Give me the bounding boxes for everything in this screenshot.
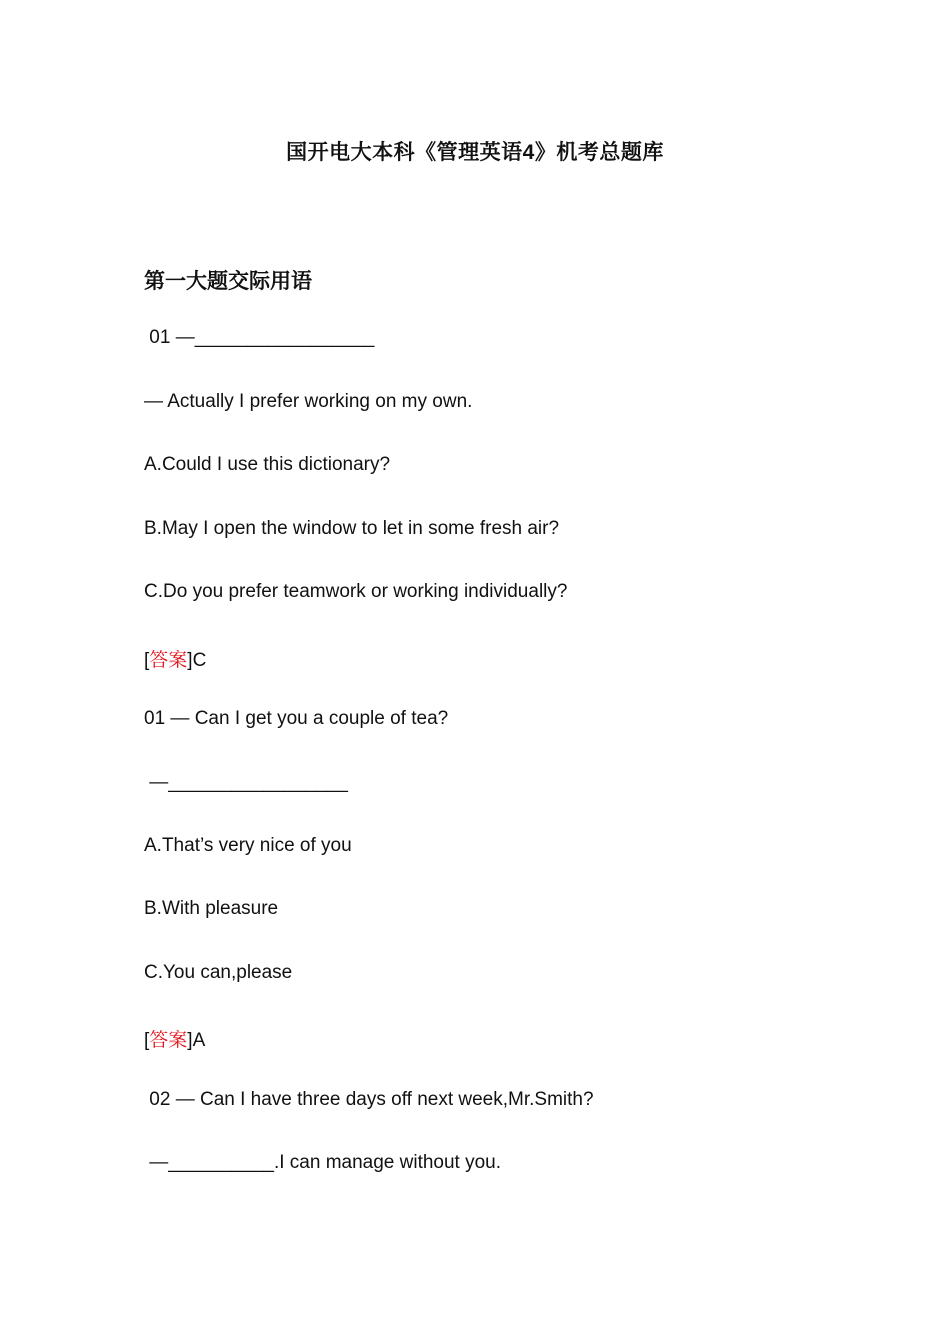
question-1-response: — Actually I prefer working on my own. <box>144 391 473 412</box>
answer-value: A <box>192 1030 206 1051</box>
question-2-option-b: B.With pleasure <box>144 898 279 919</box>
answer-label: 答案 <box>149 650 188 671</box>
question-2-option-a: A.That’s very nice of you <box>144 835 352 856</box>
question-2-option-c: C.You can,please <box>144 962 293 983</box>
question-2-response: —_________________ <box>144 772 348 793</box>
question-2-prompt: 01 — Can I get you a couple of tea? <box>144 708 449 729</box>
question-1-answer <box>144 645 206 672</box>
answer-open-bracket: [ <box>144 1030 150 1051</box>
document-title: 国开电大本科《管理英语4》机考总题库 <box>286 141 664 164</box>
section-title: 第一大题交际用语 <box>144 270 312 293</box>
question-3-response: —__________.I can manage without you. <box>144 1152 502 1173</box>
question-1-option-a: A.Could I use this dictionary? <box>144 454 391 475</box>
answer-label: 答案 <box>149 1030 188 1051</box>
question-2-answer <box>144 1025 205 1052</box>
answer-open-bracket: [ <box>144 650 150 671</box>
question-1-option-c: C.Do you prefer teamwork or working individually? <box>144 581 568 602</box>
answer-close-bracket: ] <box>187 1030 193 1051</box>
answer-close-bracket: ] <box>187 650 193 671</box>
question-1-option-b: B.May I open the window to let in some fresh air? <box>144 518 560 539</box>
question-3-prompt: 02 — Can I have three days off next week,Mr.Smith? <box>144 1089 594 1110</box>
answer-value: C <box>192 650 207 671</box>
question-1-prompt: 01 —_________________ <box>144 327 375 348</box>
